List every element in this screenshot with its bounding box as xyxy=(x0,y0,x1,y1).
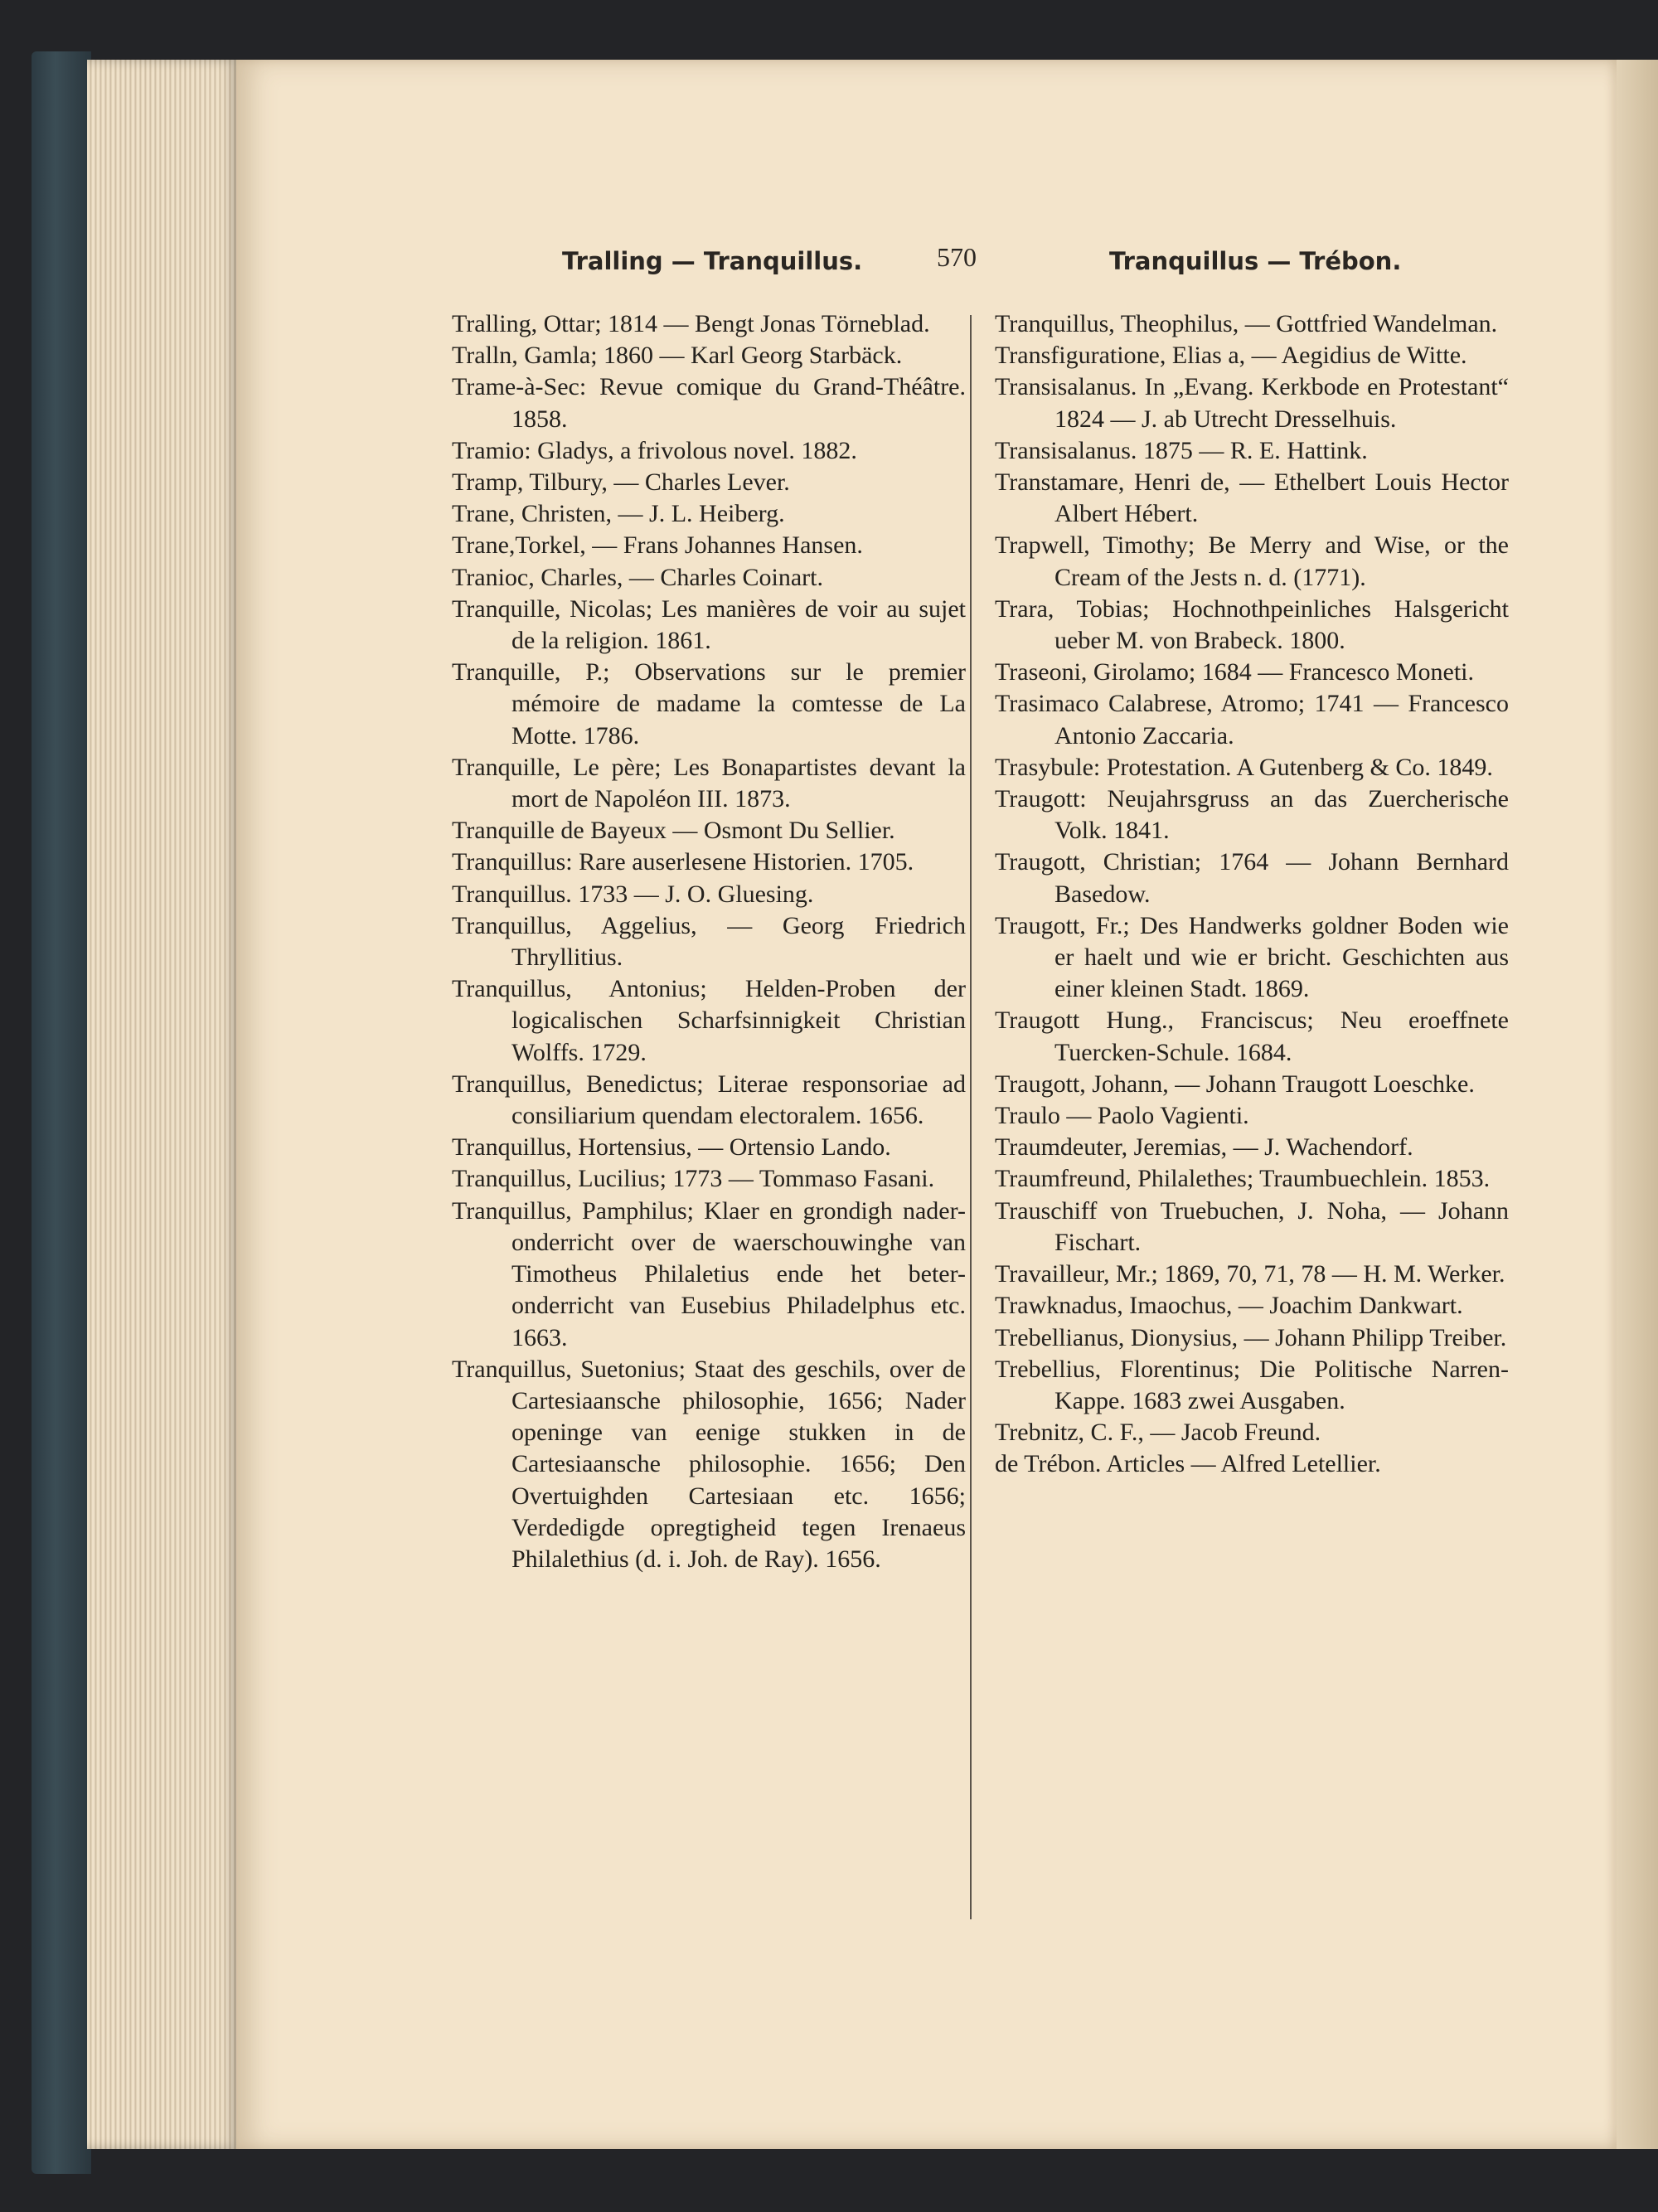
entry: Tramp, Tilbury, — Charles Lever. xyxy=(452,468,790,497)
entry: Trara, Tobias; Hochnothpeinliches Halsgericht ueber M. von Brabeck. 1800. xyxy=(995,594,1509,655)
entry: Tranquillus, Lucilius; 1773 — Tommaso Fasani. xyxy=(452,1165,935,1193)
page-number: 570 xyxy=(937,242,977,272)
entry: Trawknadus, Imaochus, — Joachim Dankwart. xyxy=(995,1292,1463,1320)
entry: Trebellianus, Dionysius, — Johann Philipp Treiber. xyxy=(995,1323,1507,1351)
running-head-left: Tralling — Tranquillus. xyxy=(562,247,863,275)
entry: Traugott: Neujahrsgruss an das Zuercherische Volk. 1841. xyxy=(995,785,1509,845)
entry: Traugott, Johann, — Johann Traugott Loeschke. xyxy=(995,1070,1475,1098)
entry: Trasybule: Protestation. A Gutenberg & Co. 1849. xyxy=(995,753,1493,781)
right-column xyxy=(995,308,1509,1481)
entry: Tralln, Gamla; 1860 — Karl Georg Starbäck. xyxy=(452,342,903,370)
entry: Tranquille de Bayeux — Osmont Du Sellier. xyxy=(452,817,895,845)
entry: Traugott, Fr.; Des Handwerks goldner Boden wie er haelt und wie er bricht. Geschichten aus einer kleinen Stadt. 1869. xyxy=(995,911,1509,1003)
running-head-right: Tranquillus — Trébon. xyxy=(1109,247,1402,275)
entry: Travailleur, Mr.; 1869, 70, 71, 78 — H. M. Werker. xyxy=(995,1260,1505,1288)
entry: Transtamare, Henri de, — Ethelbert Louis Hector Albert Hébert. xyxy=(995,468,1509,528)
entry: Tranquillus, Hortensius, — Ortensio Lando. xyxy=(452,1133,891,1162)
entry: Traumdeuter, Jeremias, — J. Wachendorf. xyxy=(995,1133,1413,1162)
entry: Trasimaco Calabrese, Atromo; 1741 — Francesco Antonio Zaccaria. xyxy=(995,690,1509,749)
entry: de Trébon. Articles — Alfred Letellier. xyxy=(995,1450,1381,1478)
entry: Traugott, Christian; 1764 — Johann Bernhard Basedow. xyxy=(995,848,1509,908)
entry: Tranquille, P.; Observations sur le premier mémoire de madame la comtesse de La Motte. 1786. xyxy=(452,658,966,749)
entry: Transisalanus. In „Evang. Kerkbode en Protestant“ 1824 — J. ab Utrecht Dresselhuis. xyxy=(995,373,1509,433)
entry: Tranquillus, Theophilus, — Gottfried Wandelman. xyxy=(995,310,1498,337)
entry: Tranioc, Charles, — Charles Coinart. xyxy=(452,563,823,591)
entry: Tranquillus, Suetonius; Staat des geschils, over de Cartesiaansche philosophie, 1656; Nader openinge van eenige stukken in de Cartesiaansche philosophie. 1656; Den Overtuighden Cartesiaan etc. 1656; Verdedigde opregtigheid tegen Irenaeus Philalethius (d. i. Joh. de Ray). 1656. xyxy=(452,1355,966,1573)
entry: Tranquille, Nicolas; Les manières de voir au sujet de la religion. 1861. xyxy=(452,594,966,655)
book-binding xyxy=(32,51,91,2174)
entry: Tranquillus. 1733 — J. O. Gluesing. xyxy=(452,880,814,908)
entry: Trebellius, Florentinus; Die Politische Narren-Kappe. 1683 zwei Ausgaben. xyxy=(995,1355,1509,1414)
entry: Tranquillus, Antonius; Helden-Proben der logicalischen Scharfsinnigkeit Christian Wolffs. 1729. xyxy=(452,975,966,1066)
entry: Traumfreund, Philalethes; Traumbuechlein. 1853. xyxy=(995,1165,1491,1193)
entry: Tramio: Gladys, a frivolous novel. 1882. xyxy=(452,436,857,464)
column-divider xyxy=(970,315,972,1919)
entry: Traseoni, Girolamo; 1684 — Francesco Moneti. xyxy=(995,658,1474,686)
entry: Transisalanus. 1875 — R. E. Hattink. xyxy=(995,436,1368,464)
entry: Trane, Christen, — J. L. Heiberg. xyxy=(452,500,785,528)
facing-page-edge xyxy=(1617,60,1658,2149)
entry: Transfiguratione, Elias a, — Aegidius de Witte. xyxy=(995,342,1467,370)
entry: Tranquillus: Rare auserlesene Historien. 1705. xyxy=(452,848,914,876)
entry: Traugott Hung., Franciscus; Neu eroeffnete Tuercken-Schule. 1684. xyxy=(995,1007,1509,1066)
left-column xyxy=(452,308,966,1575)
entry: Tranquillus, Pamphilus; Klaer en grondigh nader-onderricht over de waerschouwinghe van Timotheus Philaletius ende het beter-onderricht van Eusebius Philadelphus etc. 1663. xyxy=(452,1196,966,1351)
entry: Tranquillus, Aggelius, — Georg Friedrich Thryllitius. xyxy=(452,911,966,972)
entry: Trame-à-Sec: Revue comique du Grand-Théâtre. 1858. xyxy=(452,373,966,433)
entry: Tranquillus, Benedictus; Literae responsoriae ad consiliarium quendam electoralem. 1656. xyxy=(452,1070,966,1130)
entry: Traulo — Paolo Vagienti. xyxy=(995,1102,1249,1130)
entry: Trapwell, Timothy; Be Merry and Wise, or the Cream of the Jests n. d. (1771). xyxy=(995,531,1509,591)
entry: Tranquille, Le père; Les Bonapartistes devant la mort de Napoléon III. 1873. xyxy=(452,753,966,813)
entry: Tralling, Ottar; 1814 — Bengt Jonas Törneblad. xyxy=(452,310,930,337)
page-edges xyxy=(87,60,240,2149)
entry: Trebnitz, C. F., — Jacob Freund. xyxy=(995,1419,1321,1447)
entry: Trane,Torkel, — Frans Johannes Hansen. xyxy=(452,531,863,560)
entry: Trauschiff von Truebuchen, J. Noha, — Johann Fischart. xyxy=(995,1196,1509,1256)
